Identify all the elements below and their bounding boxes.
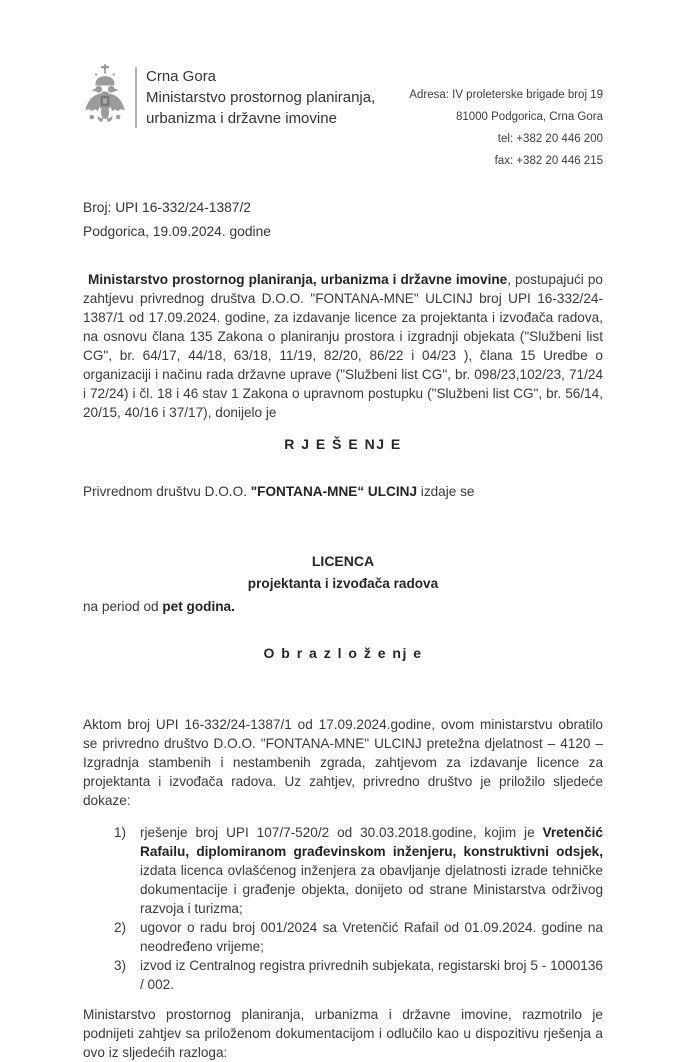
request-paragraph: Aktom broj UPI 16-332/24-1387/1 od 17.09.2024.godine, ovom ministarstvu obratilo se privredno društvo D.O.O. "FONTANA-MNE" ULCINJ pretežna djelatnost – 4120 – Izgradnja stambenih i nestambenih zgrada, zahtjevom za izdavanje licence za projektanta i izvođača radova. Uz zahtjev, privredno društvo je priložilo sljedeće dokaze: <box>83 716 603 808</box>
evidence-item-number: 1) <box>114 825 127 841</box>
closing-paragraph: Ministarstvo prostornog planiranja, urbanizma i državne imovine, razmotrilo je podnijeti zahtjev sa priloženom dokumentacijom i odlučilo kao u dispozitivu rješenja a ovo iz sljedećih razloga: <box>83 1007 603 1061</box>
evidence-list <box>83 823 603 994</box>
header-divider <box>135 67 137 128</box>
license-subtitle: projektanta i izvođača radova <box>247 575 439 591</box>
issue-line: Privrednom društvu D.O.O. "FONTANA-MNE“ ULCINJ izdaje se <box>83 483 475 499</box>
evidence-item-1 <box>114 823 603 918</box>
letterhead <box>83 64 603 172</box>
evidence-item-2 <box>114 918 603 956</box>
evidence-item-number: 2) <box>114 920 127 936</box>
evidence-item-text: izvod iz Centralnog registra privrednih subjekata, registarski broj 5 - 1000136 / 002. <box>140 958 603 993</box>
montenegro-coat-of-arms-icon <box>83 64 127 132</box>
place-date: Podgorica, 19.09.2024. godine <box>83 224 271 239</box>
ministry-name-line1: Ministarstvo prostornog planiranja, <box>146 89 376 106</box>
evidence-item-number: 3) <box>114 958 127 974</box>
country-name: Crna Gora <box>146 68 217 85</box>
fax-line: fax: +382 20 446 215 <box>494 155 603 167</box>
contact-block <box>409 64 603 172</box>
ministry-brand <box>83 64 375 132</box>
address-line: Adresa: IV proleterske brigade broj 19 <box>409 89 603 101</box>
case-number: Broj: UPI 16-332/24-1387/2 <box>83 200 251 215</box>
license-title: LICENCA <box>311 552 375 569</box>
city-line: 81000 Podgorica, Crna Gora <box>455 111 603 123</box>
explanation-title: O b r a z l o ž e nj e <box>263 644 423 661</box>
ministry-name-line2: urbanizma i državne imovine <box>146 110 337 127</box>
phone-line: tel: +382 20 446 200 <box>497 133 603 145</box>
reference-block <box>83 200 603 239</box>
decision-title: R J E Š E NJ E <box>284 435 402 452</box>
evidence-item-text: rješenje broj UPI 107/7-520/2 od 30.03.2018.godine, kojim je Vretenčić Rafailu, diplomiranom građevinskom inženjeru, konstruktivni odsjek, izdata licenca ovlašćenog inženjera za obavljanje djelatnosti izrade tehničke dokumentacije i građenje objekta, donijeto od strane Ministarstva održivog razvoja i turizma; <box>140 825 603 917</box>
evidence-item-text: ugovor o radu broj 001/2024 sa Vretenčić Rafail od 01.09.2024. godine na neodređeno vrijeme; <box>140 920 603 955</box>
intro-paragraph: Ministarstvo prostornog planiranja, urbanizma i državne imovine, postupajući po zahtjevu privrednog društva D.O.O. "FONTANA-MNE" ULCINJ broj UPI 16-332/24-1387/1 od 17.09.2024. godine, za izdavanje licence za projektanta i izvođača radova, na osnovu člana 135 Zakona o planiranju prostora i izgradnji objekata ("Službeni list CG", br. 64/17, 44/18, 63/18, 11/19, 82/20, 86/22 i 04/23 ), člana 15 Uredbe o organizaciji i načinu rada državne uprave ("Službeni list CG", br. 098/23,102/23, 71/24 i 72/24) i čl. 18 i 46 stav 1 Zakona o upravnom postupku ("Službeni list CG", br. 56/14, 20/15, 40/16 i 37/17), donijelo je <box>83 272 603 420</box>
evidence-item-3 <box>114 956 603 994</box>
ministry-name-block <box>146 64 375 132</box>
license-period-line: na period od pet godina. <box>83 598 235 614</box>
